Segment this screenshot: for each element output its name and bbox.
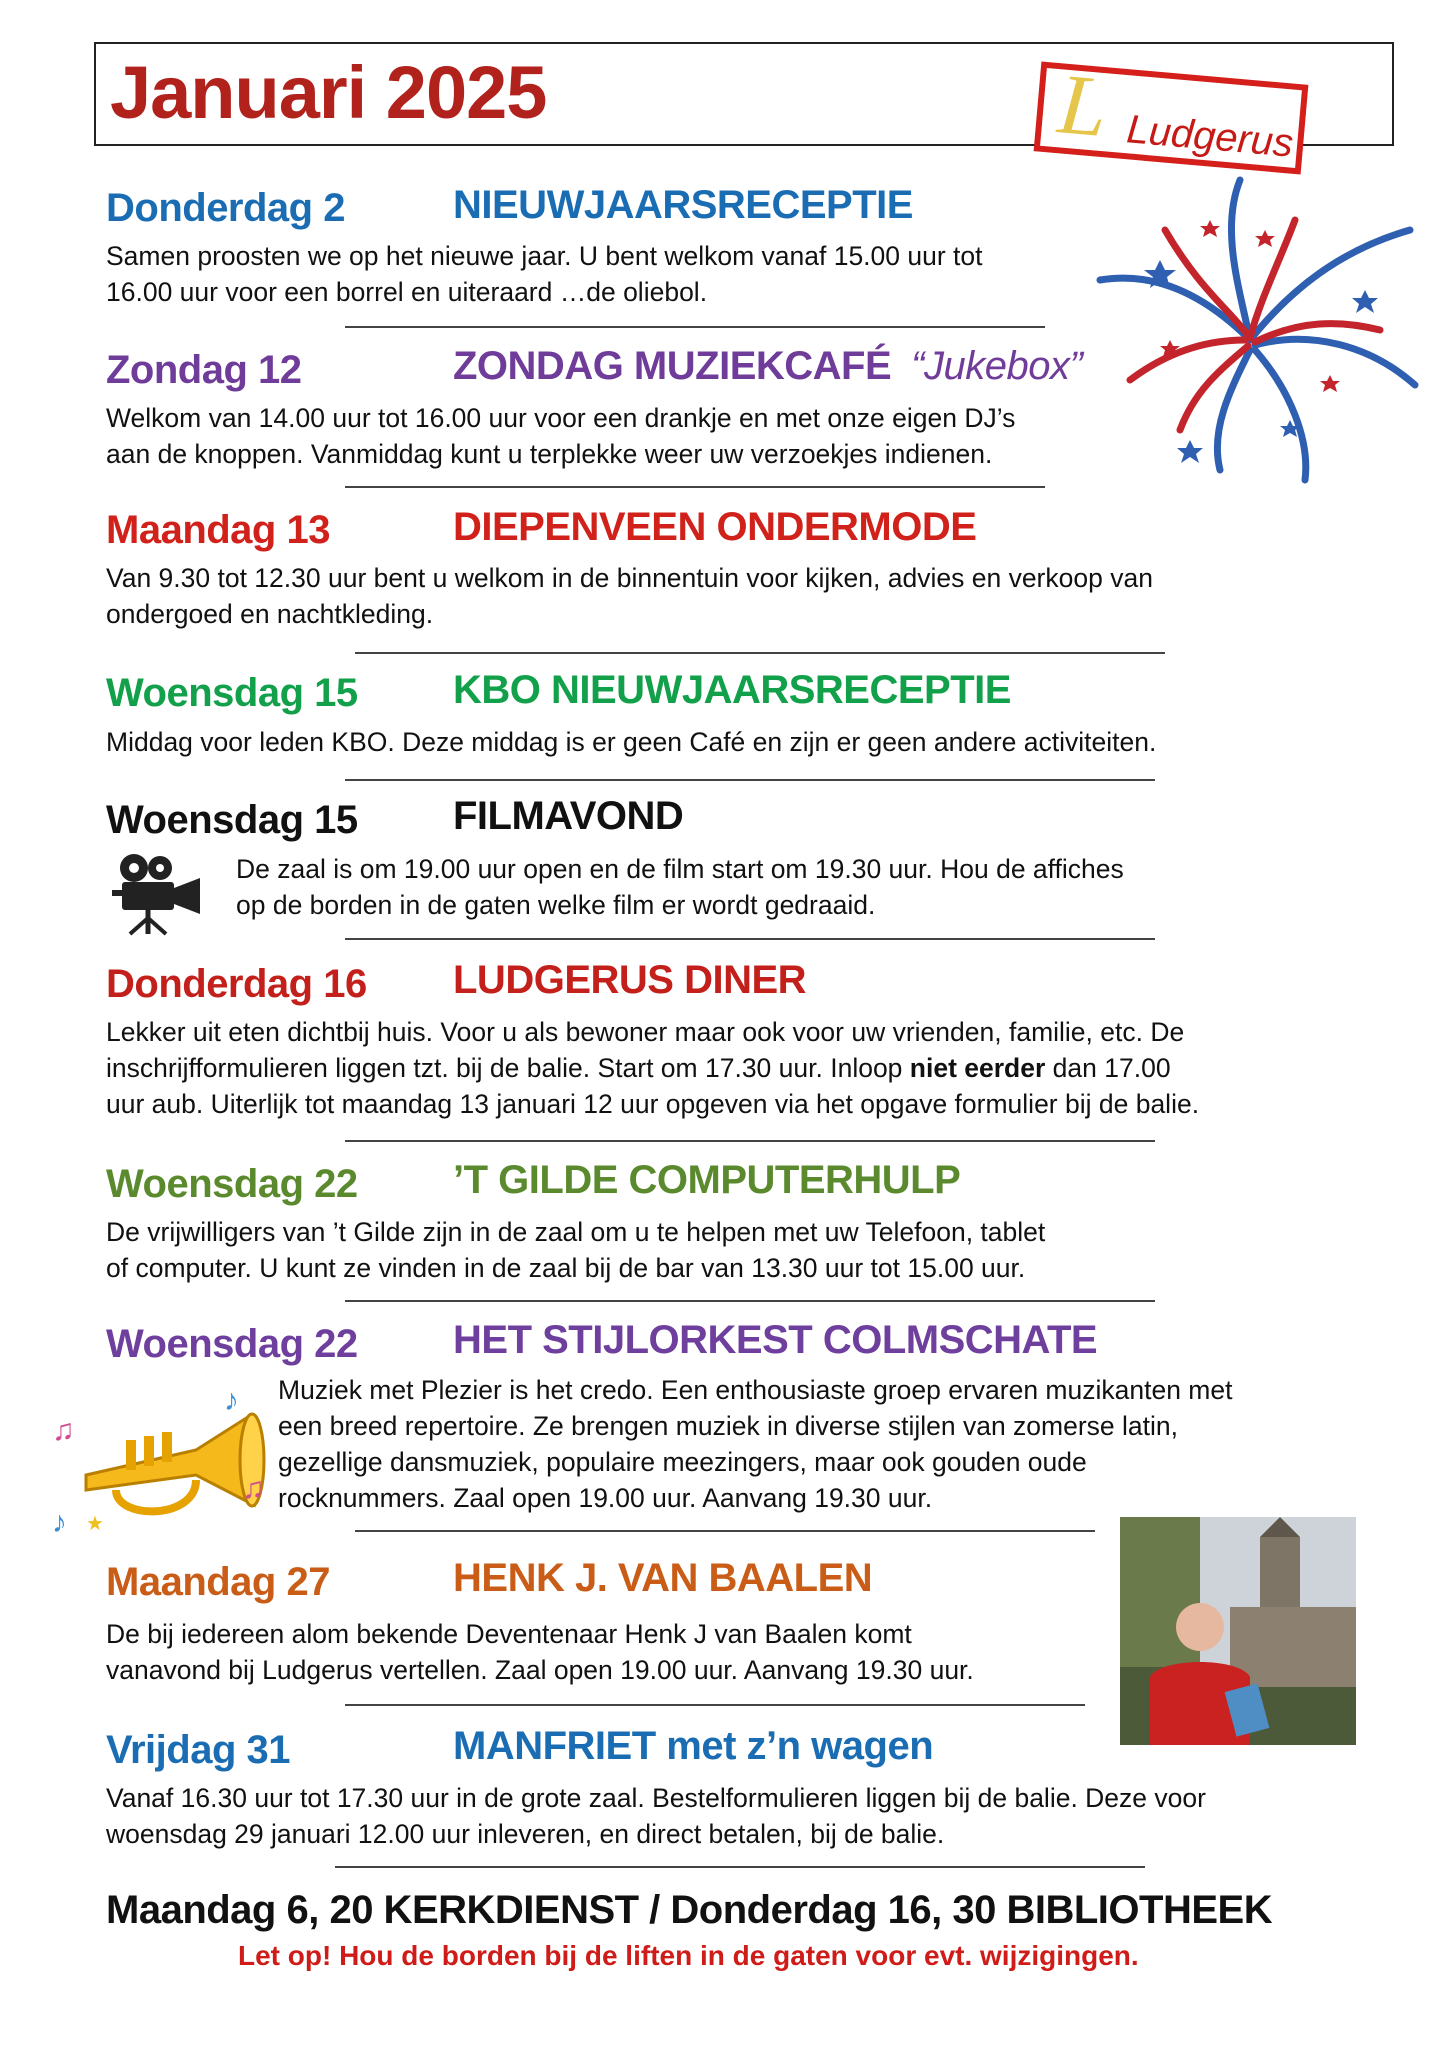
description-line: woensdag 29 januari 12.00 uur inleveren, en direct betalen, bij de balie.: [106, 1819, 945, 1849]
description-line: op de borden in de gaten welke film er wordt gedraaid.: [236, 890, 876, 920]
description-line: aan de knoppen. Vanmiddag kunt u terplekke weer uw verzoekjes indienen.: [106, 439, 993, 469]
event-description: [106, 400, 1015, 472]
description-line: Van 9.30 tot 12.30 uur bent u welkom in de binnentuin voor kijken, advies en verkoop van: [106, 563, 1153, 593]
event-day: Vrijdag 31: [106, 1728, 290, 1772]
speaker-photo: [1120, 1517, 1356, 1745]
event-title: KBO NIEUWJAARSRECEPTIE: [453, 668, 1011, 712]
divider: [335, 1866, 1145, 1868]
description-line: Lekker uit eten dichtbij huis. Voor u als bewoner maar ook voor uw vrienden, familie, etc. De: [106, 1017, 1185, 1047]
event-description: [106, 724, 1156, 760]
event-title: [453, 346, 1082, 386]
event-title-extra: “Jukebox”: [911, 344, 1083, 388]
event-title-text: ZONDAG MUZIEKCAFÉ: [453, 344, 892, 388]
event-day: Woensdag 15: [106, 671, 358, 715]
event-day: Woensdag 15: [106, 798, 358, 842]
description-line: Welkom van 14.00 uur tot 16.00 uur voor een drankje en met onze eigen DJ’s: [106, 403, 1016, 433]
description-line: De zaal is om 19.00 uur open en de film start om 19.30 uur. Hou de affiches: [236, 854, 1124, 884]
description-line: De bij iedereen alom bekende Deventenaar Henk J van Baalen komt: [106, 1619, 912, 1649]
divider: [355, 652, 1165, 654]
event-description: [106, 1780, 1206, 1852]
film-camera-icon: [108, 852, 208, 936]
event-day: Zondag 12: [106, 348, 302, 392]
description-line: Muziek met Plezier is het credo. Een enthousiaste groep ervaren muzikanten met: [278, 1375, 1233, 1405]
svg-text:♪: ♪: [52, 1506, 67, 1539]
svg-text:♪: ♪: [224, 1384, 239, 1417]
event-title: FILMAVOND: [453, 794, 684, 838]
event-day: Maandag 13: [106, 508, 330, 552]
event-day: Maandag 27: [106, 1560, 330, 1604]
description-text: inschrijfformulieren liggen tzt. bij de balie. Start om 17.30 uur. Inloop: [106, 1053, 910, 1083]
event-title: NIEUWJAARSRECEPTIE: [453, 183, 913, 227]
description-text: dan 17.00: [1045, 1053, 1171, 1083]
event-title: HET STIJLORKEST COLMSCHATE: [453, 1318, 1098, 1362]
description-line: ondergoed en nachtkleding.: [106, 599, 434, 629]
description-line: gezellige dansmuziek, populaire meezingers, maar ook gouden oude: [278, 1447, 1087, 1477]
divider: [345, 326, 1045, 328]
divider: [345, 1704, 1085, 1706]
event-description: [106, 238, 983, 310]
description-line: een breed repertoire. Ze brengen muziek in diverse stijlen van zomerse latin,: [278, 1411, 1178, 1441]
footer-recurring: Maandag 6, 20 KERKDIENST / Donderdag 16, 30 BIBLIOTHEEK: [106, 1888, 1273, 1932]
divider: [345, 779, 1155, 781]
event-title: DIEPENVEEN ONDERMODE: [453, 505, 977, 549]
description-bold: niet eerder: [909, 1053, 1046, 1083]
svg-text:★: ★: [86, 1513, 104, 1535]
footer-notice: Let op! Hou de borden bij de liften in de gaten voor evt. wijzigingen.: [238, 1940, 1139, 1971]
description-line: uur aub. Uiterlijk tot maandag 13 januari 12 uur opgeven via het opgave formulier bij de balie.: [106, 1089, 1200, 1119]
description-line: Vanaf 16.30 uur tot 17.30 uur in de grote zaal. Bestelformulieren liggen bij de balie. Deze voor: [106, 1783, 1206, 1813]
event-day: Woensdag 22: [106, 1322, 358, 1366]
event-description: [236, 851, 1124, 923]
event-day: Donderdag 2: [106, 186, 345, 230]
event-description: [106, 1214, 1045, 1286]
description-line: Samen proosten we op het nieuwe jaar. U bent welkom vanaf 15.00 uur tot: [106, 241, 983, 271]
event-title: HENK J. VAN BAALEN: [453, 1556, 873, 1600]
divider: [345, 1300, 1155, 1302]
event-description: [106, 560, 1153, 632]
divider: [345, 1140, 1155, 1142]
event-description: [106, 1616, 974, 1688]
svg-text:♫: ♫: [242, 1472, 265, 1505]
fireworks-illustration: [1090, 170, 1420, 490]
event-title: LUDGERUS DINER: [453, 958, 807, 1002]
logo-text: Ludgerus: [1124, 107, 1295, 166]
event-title: ’T GILDE COMPUTERHULP: [453, 1158, 961, 1202]
svg-text:♫: ♫: [52, 1414, 75, 1447]
divider: [345, 938, 1155, 940]
event-title: MANFRIET met z’n wagen: [453, 1724, 934, 1768]
description-line: of computer. U kunt ze vinden in de zaal bij de bar van 13.30 uur tot 15.00 uur.: [106, 1253, 1026, 1283]
description-line: Middag voor leden KBO. Deze middag is er geen Café en zijn er geen andere activiteiten.: [106, 727, 1157, 757]
description-line: 16.00 uur voor een borrel en uiteraard …de oliebol.: [106, 277, 708, 307]
event-day: Donderdag 16: [106, 962, 367, 1006]
description-line: rocknummers. Zaal open 19.00 uur. Aanvang 19.30 uur.: [278, 1483, 933, 1513]
description-line: [106, 1050, 1199, 1086]
description-line: De vrijwilligers van ’t Gilde zijn in de zaal om u te helpen met uw Telefoon, tablet: [106, 1217, 1046, 1247]
description-line: vanavond bij Ludgerus vertellen. Zaal open 19.00 uur. Aanvang 19.30 uur.: [106, 1655, 974, 1685]
divider: [355, 1530, 1095, 1532]
svg-text:L: L: [1054, 60, 1111, 156]
page-title: Januari 2025: [110, 51, 547, 134]
divider: [345, 486, 1045, 488]
event-description: [106, 1014, 1199, 1122]
trumpet-icon: [46, 1380, 276, 1540]
event-description: [278, 1372, 1232, 1516]
event-day: Woensdag 22: [106, 1162, 358, 1206]
